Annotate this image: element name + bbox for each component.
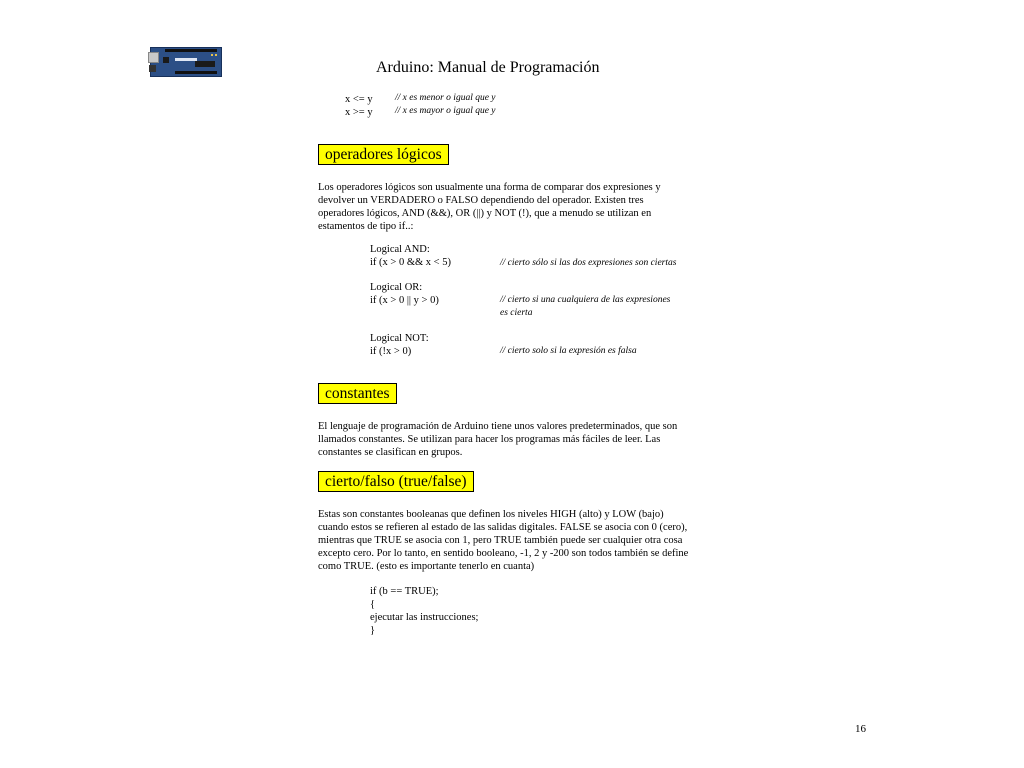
code-line: if (b == TRUE); (370, 586, 439, 597)
logical-and-label: Logical AND: (370, 244, 430, 255)
constants-paragraph: El lenguaje de programación de Arduino tiene unos valores predeterminados, que son llamados constantes. Se utilizan para hacer los programas más fáciles de leer. Las constantes se clasifican en grupos. (318, 421, 678, 458)
arduino-board-logo (150, 47, 222, 77)
logical-and-code: if (x > 0 && x < 5) (370, 257, 451, 268)
code-line: } (370, 625, 376, 636)
comparison-code-2: x >= y (345, 107, 373, 118)
logical-and-comment: // cierto sólo si las dos expresiones son ciertas (500, 258, 677, 268)
true-false-paragraph: Estas son constantes booleanas que definen los niveles HIGH (alto) y LOW (bajo) cuando estos se refieren al estado de las salidas digitales. FALSE se asocia con 0 (cero), mientras que TRUE se asocia con 1, pero TRUE también puede ser cualquier otra cosa excepto cero. Por lo tanto, en sentido booleano, -1, 2 y -200 son todos también se define como TRUE. (esto es importante tenerlo en cuanta) (318, 509, 689, 572)
code-line: { (370, 599, 376, 610)
heading-logical-operators: operadores lógicos (318, 144, 449, 165)
heading-true-false: cierto/falso (true/false) (318, 471, 474, 492)
logical-or-comment: // cierto si una cualquiera de las expresiones es cierta (500, 295, 671, 318)
logical-or-code: if (x > 0 || y > 0) (370, 295, 439, 306)
page-number: 16 (855, 723, 866, 735)
heading-constants: constantes (318, 383, 397, 404)
logical-operators-paragraph: Los operadores lógicos son usualmente una forma de comparar dos expresiones y devolver un VERDADERO o FALSO dependiendo del operador. Existen tres operadores lógicos, AND (&&), OR (||) y NOT (!), que a menudo se utilizan en estamentos de tipo if..: (318, 182, 661, 232)
logical-not-code: if (!x > 0) (370, 346, 412, 357)
comparison-comment-2: // x es mayor o igual que y (395, 106, 496, 116)
logical-not-comment: // cierto solo si la expresión es falsa (500, 346, 637, 356)
comparison-comment-1: // x es menor o igual que y (395, 93, 496, 103)
code-line: ejecutar las instrucciones; (370, 612, 479, 623)
logical-or-label: Logical OR: (370, 282, 423, 293)
comparison-code-1: x <= y (345, 94, 373, 105)
logical-not-label: Logical NOT: (370, 333, 429, 344)
page-title: Arduino: Manual de Programación (376, 59, 600, 76)
